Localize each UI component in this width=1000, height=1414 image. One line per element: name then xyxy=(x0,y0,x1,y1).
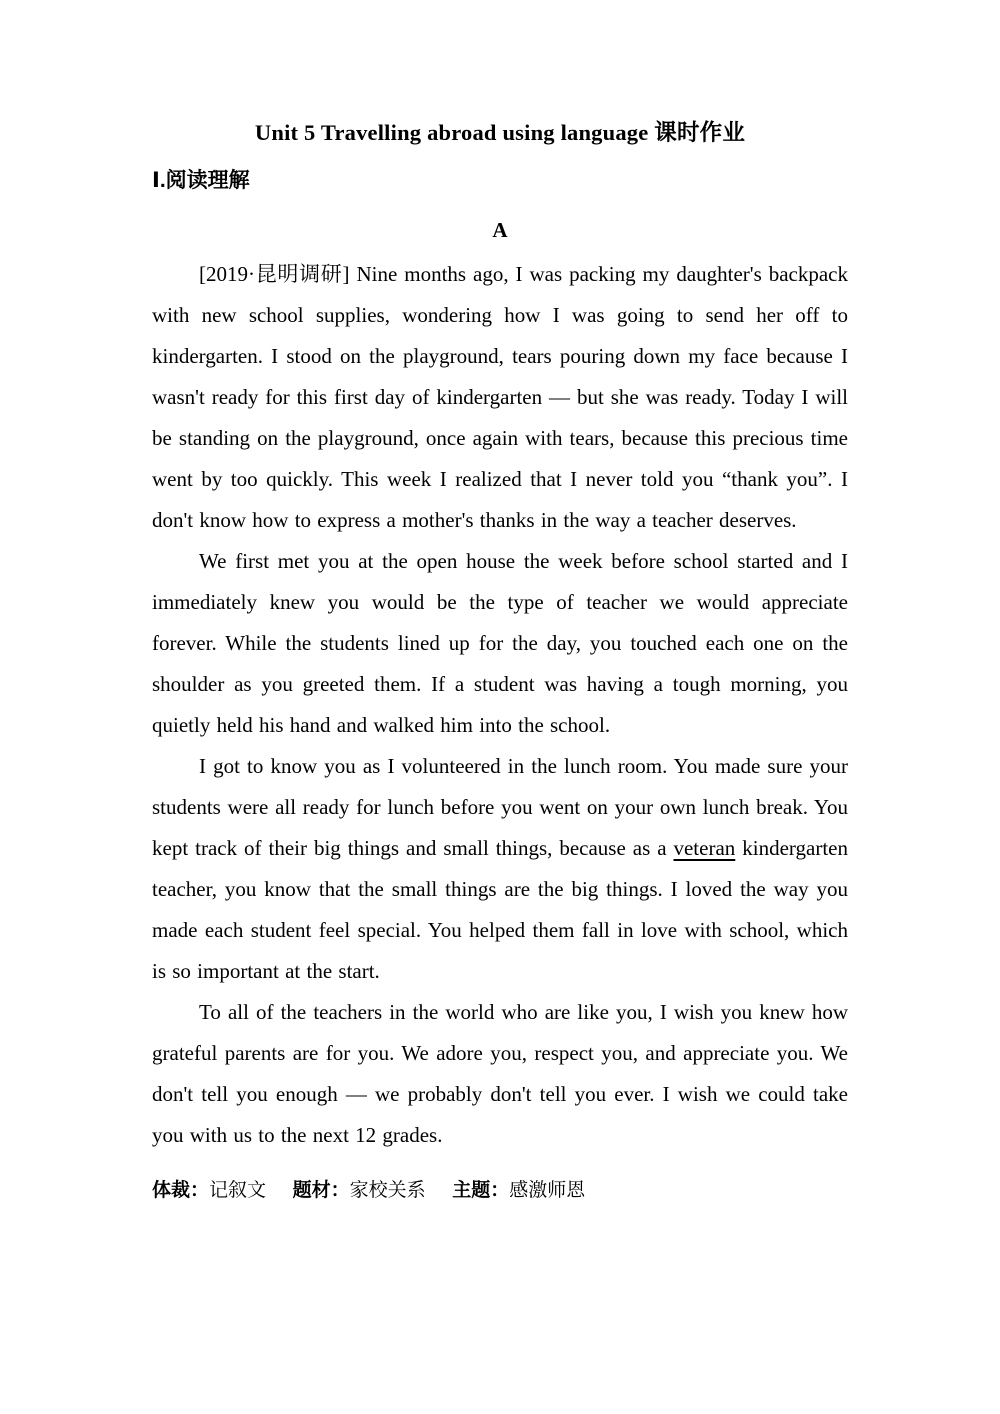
passage-paragraph-2: We first met you at the open house the week before school started and I immediately knew you would be the type of teacher we would appreciate forever. While the students lined up for the day, you touched each one on the shoulder as you greeted them. If a student was having a tough morning, you quietly held his hand and walked him into the school. xyxy=(152,549,848,737)
passage-label: A xyxy=(492,218,508,242)
meta-material-value: 家校关系 xyxy=(349,1180,426,1201)
meta-genre-label: 体裁： xyxy=(152,1180,210,1201)
paragraph-3-text-after: kindergarten teacher, you know that the small things are the big things. I loved the way you made each student feel special. You helped them fall in love with school, which is so important at the start. xyxy=(152,836,848,983)
passage-meta-line xyxy=(152,1176,848,1206)
meta-material-label: 题材： xyxy=(292,1180,350,1201)
meta-genre xyxy=(152,1180,266,1201)
passage-paragraph-1: [2019·昆明调研] Nine months ago, I was packing my daughter's backpack with new school supplies, wondering how I was going to send her off to kindergarten. I stood on the playground, tears pouring down my face because I wasn't ready for this first day of kindergarten — but she was ready. Today I will be standing on the playground, once again with tears, because this precious time went by too quickly. This week I realized that I never told you “thank you”. I don't know how to express a mother's thanks in the way a teacher deserves. xyxy=(152,262,848,532)
page-title: Unit 5 Travelling abroad using language 课时作业 xyxy=(254,120,746,145)
meta-material xyxy=(293,1180,426,1201)
meta-theme xyxy=(452,1180,585,1201)
section-heading-reading-comprehension: Ⅰ.阅读理解 xyxy=(152,169,250,192)
paragraph-3-text-before: I got to know you as I volunteered in the lunch room. You made sure your students were all ready for lunch before you went on your own lunch break. You kept track of their big things and small things, because as a xyxy=(152,754,848,860)
meta-theme-label: 主题： xyxy=(452,1180,510,1201)
passage-paragraph-3 xyxy=(152,746,848,992)
meta-theme-value: 感激师恩 xyxy=(509,1180,586,1201)
underlined-word-veteran: veteran xyxy=(673,836,736,860)
meta-genre-value: 记叙文 xyxy=(209,1180,267,1201)
passage-paragraph-4: To all of the teachers in the world who are like you, I wish you knew how grateful parents are for you. We adore you, respect you, and appreciate you. We don't tell you enough — we probably don't tell you ever. I wish we could take you with us to the next 12 grades. xyxy=(152,1000,848,1147)
